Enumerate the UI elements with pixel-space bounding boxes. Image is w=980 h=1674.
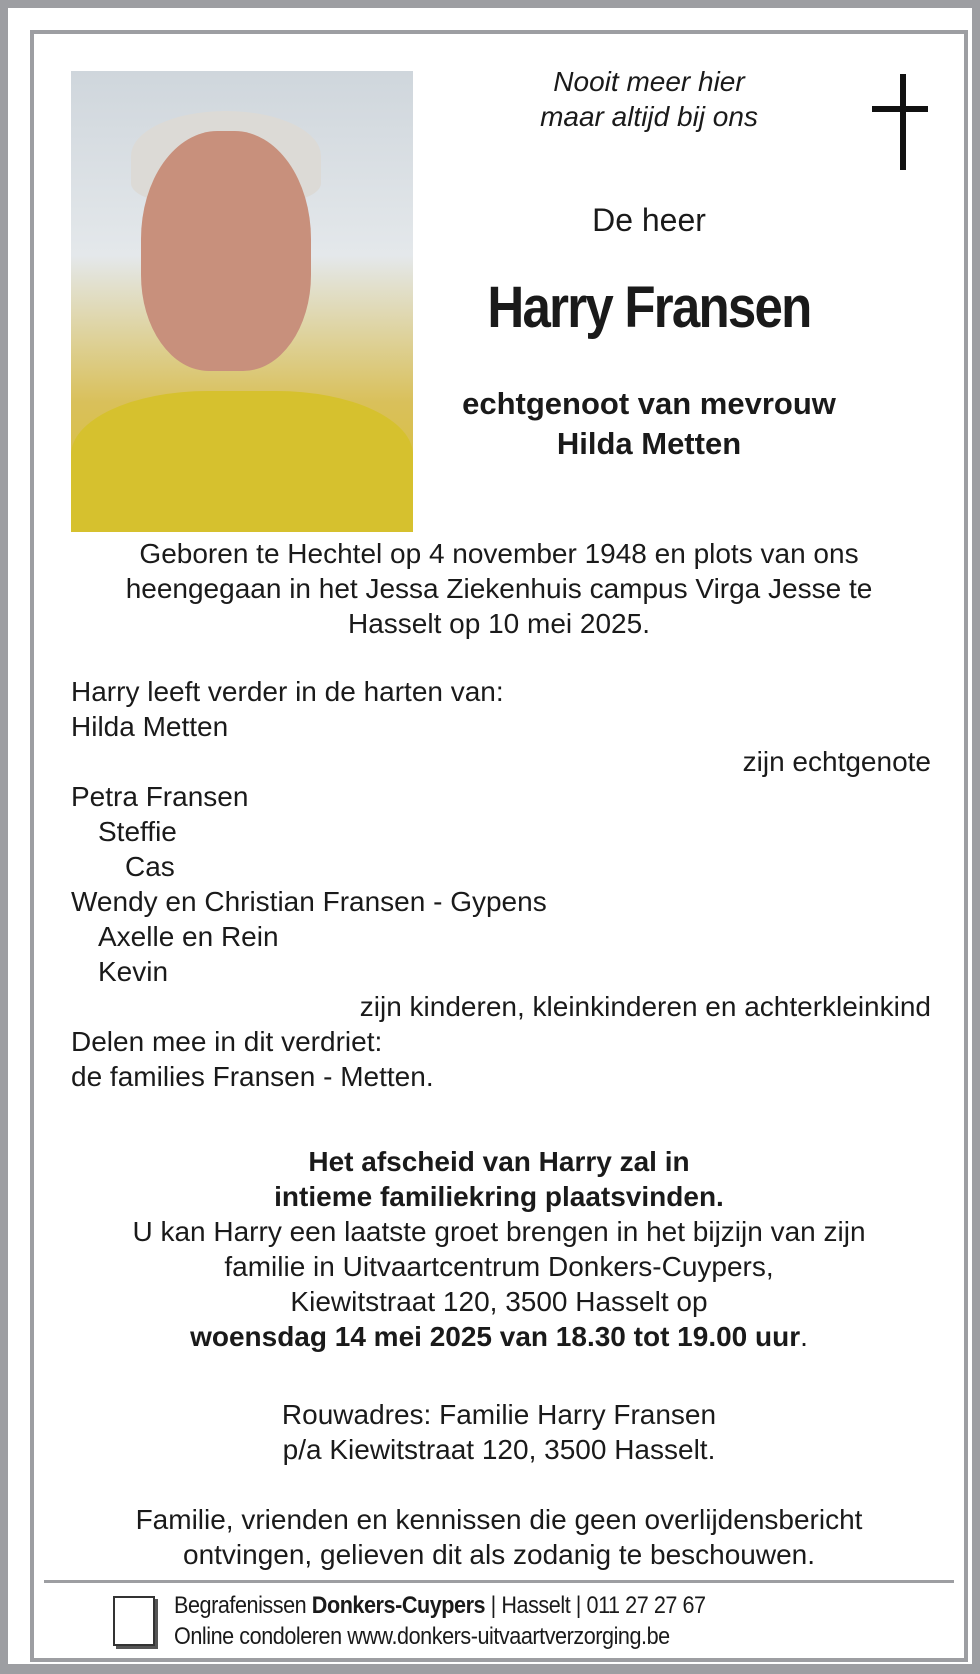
deceased-name: Harry Fransen: [487, 275, 811, 340]
cross-icon-bar: [872, 106, 928, 112]
farewell-heading: Het afscheid van Harry zal in: [308, 1146, 690, 1177]
cross-icon: [900, 74, 906, 170]
tagline-line: maar altijd bij ons: [540, 101, 758, 132]
spouse-info: [434, 384, 864, 464]
birth-line: heengegaan in het Jessa Ziekenhuis campus Virga Jesse te: [125, 573, 873, 604]
footer-prefix: Begrafenissen: [174, 1592, 312, 1619]
tagline: [474, 64, 824, 134]
address-line: p/a Kiewitstraat 120, 3500 Hasselt.: [282, 1434, 716, 1465]
family-list: [71, 674, 931, 1094]
note-line: Familie, vrienden en kennissen die geen overlijdensbericht: [135, 1504, 863, 1535]
tagline-line: Nooit meer hier: [553, 66, 745, 97]
address-line: Rouwadres: Familie Harry Fransen: [281, 1399, 717, 1430]
birth-line: Hasselt op 10 mei 2025.: [348, 608, 650, 639]
footer-contact: | Hasselt | 011 27 27 67: [485, 1592, 706, 1619]
footer-divider: [44, 1580, 954, 1583]
mourning-address: [54, 1397, 944, 1467]
family-member: Steffie: [98, 816, 177, 847]
family-member: Cas: [125, 851, 175, 882]
page-background: [8, 8, 972, 1664]
family-member: Axelle en Rein: [98, 921, 279, 952]
footer-company: Donkers-Cuypers: [311, 1592, 486, 1619]
title-prefix: De heer: [592, 202, 706, 238]
portrait-photo: [71, 71, 413, 532]
birth-line: Geboren te Hechtel op 4 november 1948 en plots van ons: [139, 538, 859, 569]
farewell-line: U kan Harry een laatste groet brengen in het bijzijn van zijn: [132, 1216, 866, 1247]
notice-note: [54, 1502, 944, 1572]
farewell-info: [54, 1144, 944, 1354]
birth-death-info: [54, 536, 944, 641]
funeral-home-logo: [113, 1596, 155, 1646]
footer-online-link[interactable]: Online condoleren www.donkers-uitvaartverzorging.be: [174, 1623, 670, 1650]
spouse-name: Hilda Metten: [556, 426, 742, 461]
family-intro: Harry leeft verder in de harten van:: [71, 676, 504, 707]
note-line: ontvingen, gelieven dit als zodanig te beschouwen.: [183, 1539, 815, 1570]
farewell-heading: intieme familiekring plaatsvinden.: [274, 1181, 724, 1212]
period: .: [800, 1321, 808, 1352]
farewell-datetime: woensdag 14 mei 2025 van 18.30 tot 19.00 uur: [190, 1321, 801, 1352]
family-member: Kevin: [98, 956, 169, 987]
obituary-card: [30, 30, 968, 1662]
family-role: zijn kinderen, kleinkinderen en achterkleinkind: [359, 991, 931, 1022]
family-member: Hilda Metten: [71, 711, 229, 742]
farewell-line: Kiewitstraat 120, 3500 Hasselt op: [290, 1286, 708, 1317]
family-member: Petra Fransen: [71, 781, 249, 812]
family-member: Wendy en Christian Fransen - Gypens: [71, 886, 547, 917]
farewell-line: familie in Uitvaartcentrum Donkers-Cuypers,: [224, 1251, 774, 1282]
spouse-line: echtgenoot van mevrouw: [462, 386, 836, 421]
family-role: zijn echtgenote: [742, 746, 931, 777]
family-share: Delen mee in dit verdriet:: [71, 1026, 383, 1057]
footer: [174, 1590, 858, 1652]
family-families: de families Fransen - Metten.: [71, 1061, 434, 1092]
